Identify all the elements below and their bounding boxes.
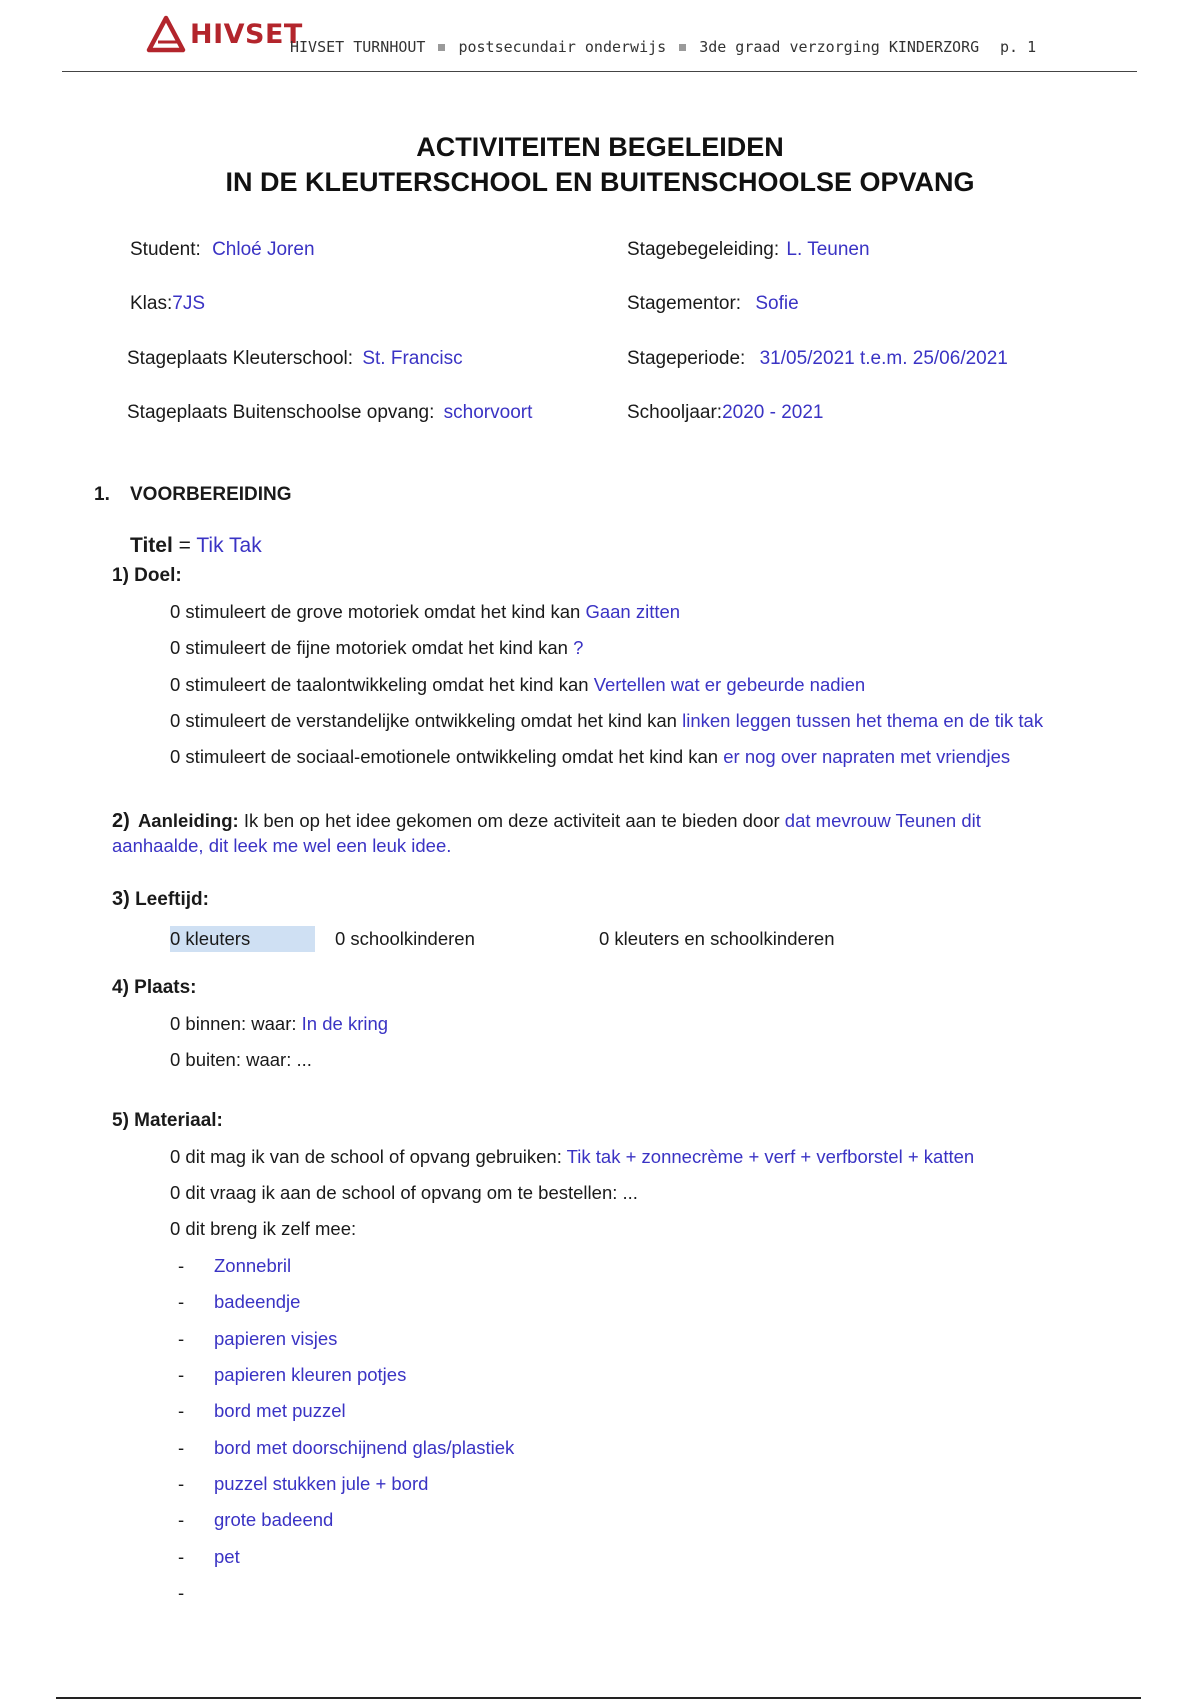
begeleiding-value: L. Teunen — [786, 239, 870, 260]
materiaal-zelf: 0 dit breng ik zelf mee: — [170, 1218, 357, 1239]
list-item: papieren visjes — [214, 1328, 338, 1349]
logo-text: HIVSET — [190, 18, 303, 50]
list-dash: - — [178, 1473, 185, 1494]
klas-field — [130, 293, 205, 315]
stageplaats-bso-label: Stageplaats Buitenschoolse opvang: — [127, 402, 435, 423]
list-dash: - — [178, 1546, 185, 1567]
list-item: Zonnebril — [214, 1255, 292, 1276]
stageplaats-kleuterschool-field — [127, 348, 463, 370]
aanleiding-text: Ik ben op het idee gekomen om deze activiteit aan te bieden door — [243, 810, 780, 831]
leeftijd-option-beide[interactable]: 0 kleuters en schoolkinderen — [599, 928, 835, 949]
triangle-logo-icon — [146, 15, 186, 53]
header-school: HIVSET TURNHOUT — [290, 38, 426, 56]
aanleiding-value-1: dat mevrouw Teunen dit — [784, 810, 981, 831]
leeftijd-label: Leeftijd: — [135, 889, 209, 910]
mentor-value: Sofie — [755, 293, 799, 314]
list-dash: - — [178, 1291, 185, 1312]
list-item: puzzel stukken jule + bord — [214, 1473, 429, 1494]
list-dash: - — [178, 1328, 185, 1349]
list-item: bord met doorschijnend glas/plastiek — [214, 1437, 515, 1458]
leeftijd-option-schoolkinderen[interactable]: 0 schoolkinderen — [335, 928, 475, 949]
stageplaats-ks-label: Stageplaats Kleuterschool: — [127, 348, 354, 369]
plaats-binnen — [170, 1013, 388, 1035]
title-line-1: ACTIVITEITEN BEGELEIDEN — [416, 132, 784, 162]
aanleiding-line-1 — [112, 810, 981, 833]
leeftijd-heading — [112, 888, 209, 911]
doel-item: 0 stimuleert de taalontwikkeling omdat het kind kan Vertellen wat er gebeurde nadien — [170, 674, 866, 695]
list-item: grote badeend — [214, 1509, 334, 1530]
header-info — [290, 38, 979, 56]
list-item: bord met puzzel — [214, 1400, 346, 1421]
aanleiding-value-2: aanhaalde, dit leek me wel een leuk idee. — [112, 835, 452, 856]
footer-divider — [56, 1697, 1141, 1699]
list-dash: - — [178, 1437, 185, 1458]
periode-label: Stageperiode: — [627, 348, 746, 369]
mentor-label: Stagementor: — [627, 293, 742, 314]
plaats-heading: 4) Plaats: — [112, 977, 197, 998]
section-number: 1. — [94, 484, 110, 505]
klas-label: Klas: — [130, 293, 173, 314]
plaats-buiten: 0 buiten: waar: ... — [170, 1049, 312, 1070]
stageplaats-bso-field — [127, 402, 532, 424]
list-dash: - — [178, 1364, 185, 1385]
begeleiding-label: Stagebegeleiding: — [627, 239, 780, 260]
header-divider — [62, 71, 1137, 72]
stageperiode-field — [627, 348, 1008, 370]
binnen-value: In de kring — [301, 1013, 389, 1034]
materiaal-school — [170, 1146, 974, 1168]
titel-eq: = — [178, 534, 191, 557]
doel-item: 0 stimuleert de grove motoriek omdat het kind kan Gaan zitten — [170, 601, 681, 622]
list-item: pet — [214, 1546, 240, 1567]
list-dash: - — [178, 1509, 185, 1530]
student-value: Chloé Joren — [212, 239, 315, 260]
list-dash: - — [178, 1255, 185, 1276]
stagementor-field — [627, 293, 799, 315]
stagebegeleiding-field — [627, 239, 870, 261]
page-number: p. 1 — [1000, 38, 1037, 56]
materiaal-heading: 5) Materiaal: — [112, 1110, 223, 1131]
school-logo — [146, 14, 303, 54]
separator-square-icon — [438, 44, 445, 51]
list-item: papieren kleuren potjes — [214, 1364, 407, 1385]
list-dash: - — [178, 1582, 185, 1603]
section-heading: VOORBEREIDING — [130, 484, 292, 505]
leeftijd-number: 3) — [112, 888, 130, 910]
leeftijd-option-kleuters[interactable]: 0 kleuters — [170, 928, 251, 949]
document-title — [0, 130, 1200, 200]
titel-label: Titel — [130, 534, 173, 557]
student-label: Student: — [130, 239, 201, 260]
materiaal-school-label: 0 dit mag ik van de school of opvang gebruiken: — [170, 1146, 562, 1167]
list-dash: - — [178, 1400, 185, 1421]
doel-item: 0 stimuleert de verstandelijke ontwikkeling omdat het kind kan linken leggen tussen het thema en de tik tak — [170, 710, 1044, 731]
materiaal-school-value: Tik tak + zonnecrème + verf + verfborstel + katten — [566, 1146, 975, 1167]
header-program: 3de graad verzorging KINDERZORG — [699, 38, 980, 56]
binnen-label: 0 binnen: waar: — [170, 1013, 297, 1034]
klas-value: 7JS — [172, 293, 205, 314]
separator-square-icon — [679, 44, 686, 51]
titel-value: Tik Tak — [196, 534, 262, 557]
doel-item: 0 stimuleert de sociaal-emotionele ontwikkeling omdat het kind kan er nog over napraten met vriendjes — [170, 746, 1011, 767]
student-field — [130, 239, 315, 261]
title-line-2: IN DE KLEUTERSCHOOL EN BUITENSCHOOLSE OPVANG — [225, 167, 975, 197]
schooljaar-field — [627, 402, 823, 424]
schooljaar-value: 2020 - 2021 — [722, 402, 824, 423]
header-education: postsecundair onderwijs — [458, 38, 667, 56]
aanleiding-label: Aanleiding: — [137, 810, 239, 831]
doel-item: 0 stimuleert de fijne motoriek omdat het kind kan ? — [170, 637, 584, 658]
aanleiding-number: 2) — [112, 810, 130, 832]
periode-value: 31/05/2021 t.e.m. 25/06/2021 — [759, 348, 1008, 369]
doel-heading: 1) Doel: — [112, 565, 182, 586]
schooljaar-label: Schooljaar: — [627, 402, 723, 423]
materiaal-bestellen: 0 dit vraag ik aan de school of opvang om te bestellen: ... — [170, 1182, 638, 1203]
list-item: badeendje — [214, 1291, 301, 1312]
stageplaats-bso-value: schorvoort — [443, 402, 533, 423]
titel-field — [130, 534, 262, 558]
stageplaats-ks-value: St. Francisc — [362, 348, 463, 369]
